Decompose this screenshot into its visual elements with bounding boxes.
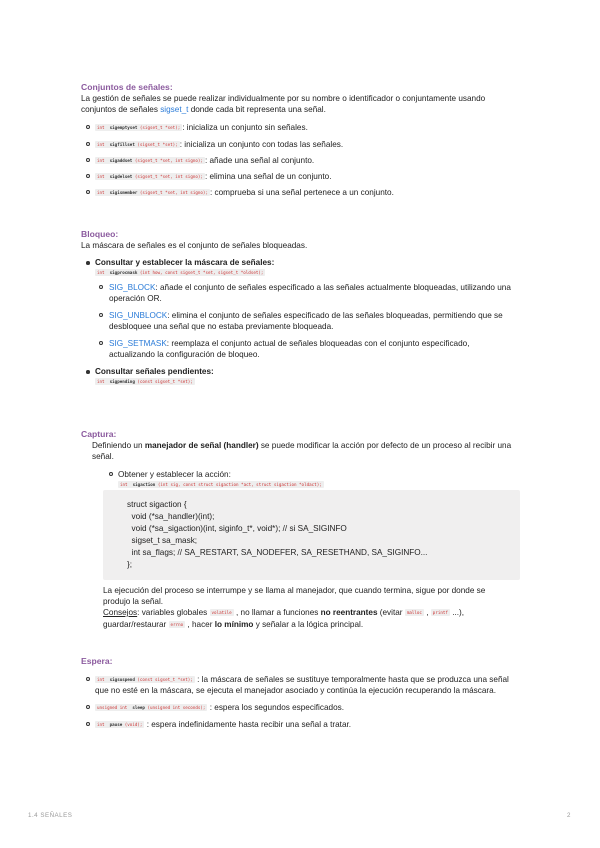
code-line: int sa_flags; // SA_RESTART, SA_NODEFER, SA_RESETHAND, SA_SIGINFO...: [127, 548, 428, 557]
code-snippet: malloc: [406, 610, 422, 616]
sec4-item3: int pause (void); : espera indefinidamente hasta recibir una señal a tratar.: [97, 720, 352, 729]
sec3-after-line2: produjo la señal.: [103, 597, 164, 606]
section-title-conjuntos: Conjuntos de señales:: [81, 82, 173, 92]
bullet-icon: [86, 158, 90, 162]
sub-item-sig-block-cont: operación OR.: [109, 294, 162, 303]
code-line: void (*sa_sigaction)(int, siginfo_t*, void*); // si SA_SIGINFO: [127, 524, 347, 533]
bullet-icon: [86, 190, 90, 194]
code-line: struct sigaction {: [127, 500, 187, 509]
section-title-espera: Espera:: [81, 656, 113, 666]
code-snippet: int sigfillset (sigset_t *set);: [97, 142, 178, 148]
sec1-intro-line1: La gestión de señales se puede realizar individualmente por su nombre o identificador o conjuntamente usando: [81, 94, 486, 103]
sec4-item1-cont: que no esté en la máscara, se ejecuta el manejador asociado y continúa la ejecución recuperando la máscara.: [95, 686, 496, 695]
bullet-icon: [86, 677, 90, 681]
list-item: int sigemptyset (sigset_t *set); : inicializa un conjunto sin señales.: [97, 123, 308, 132]
sec2-item1-title: Consultar y establecer la máscara de señales:: [95, 258, 275, 267]
code-line: };: [127, 560, 133, 569]
code-snippet: int sigdelset (sigset_t *set, int signo);: [97, 174, 203, 180]
bullet-icon: [99, 341, 103, 345]
code-snippet: int sigemptyset (sigset_t *set);: [97, 125, 181, 131]
tips-label: Consejos: [103, 608, 138, 617]
bullet-icon: [99, 313, 103, 317]
list-item: int sigdelset (sigset_t *set, int signo); : elimina una señal de un conjunto.: [97, 172, 332, 181]
bullet-icon: [99, 285, 103, 289]
code-block: [103, 490, 520, 580]
list-item: int sigaddset (sigset_t *set, int signo); : añade una señal al conjunto.: [97, 156, 315, 165]
bullet-icon: [86, 705, 90, 709]
code-snippet: int pause (void);: [97, 722, 143, 728]
sub-item-sig-block: SIG_BLOCK: añade el conjunto de señales especificado a las señales actualmente bloqueadas, utilizando una: [109, 283, 511, 292]
sec1-intro-line2: [81, 104, 326, 115]
sec2-item2-title: Consultar señales pendientes:: [95, 367, 214, 376]
code-snippet: volatile: [211, 610, 232, 616]
code-line: sigset_t sa_mask;: [127, 536, 198, 545]
sec4-item2: unsigned int sleep (unsigned int seconds); : espera los segundos especificados.: [97, 703, 344, 712]
list-item: int sigfillset (sigset_t *set); : inicializa un conjunto con todas las señales.: [97, 140, 344, 149]
sec4-item1: int sigsuspend (const sigset_t *set); : la máscara de señales se sustituye temporalmente hasta que se produzca una señal: [97, 675, 509, 684]
footer-section-label: 1.4 SEÑALES: [28, 812, 73, 819]
sub-item-sig-setmask: SIG_SETMASK: reemplaza el conjunto actual de señales bloqueadas con el conjunto especificado,: [109, 339, 470, 348]
bullet-icon: [86, 261, 90, 265]
sec3-intro-line2: señal.: [92, 452, 114, 461]
code-snippet: int sigpending (const sigset_t *set);: [97, 379, 193, 385]
code-line: void (*sa_handler)(int);: [127, 512, 215, 521]
sec1-intro-text-end: donde cada bit representa una señal.: [188, 105, 326, 114]
code-snippet: int sigsuspend (const sigset_t *set);: [97, 677, 193, 683]
sec3-tips-line1: Consejos: variables globales volatile , no llamar a funciones no reentrantes (evitar malloc , printf ...),: [103, 608, 465, 617]
sec2-item1-code: [95, 267, 265, 278]
sec3-tips-line2: guardar/restaurar errno , hacer lo mínimo y señalar a la lógica principal.: [103, 620, 364, 629]
bullet-icon: [86, 370, 90, 374]
list-item: int sigismember (sigset_t *set, int signo); : comprueba si una señal pertenece a un conjunto.: [97, 188, 394, 197]
sec3-intro-line1: Definiendo un manejador de señal (handler) se puede modificar la acción por defecto de un proceso al recibir una: [92, 441, 512, 450]
code-snippet: errno: [170, 622, 184, 628]
sub-item-sig-unblock-cont: desbloquee una señal que no estaba previamente bloqueada.: [109, 322, 334, 331]
sec2-item2-code: [95, 376, 195, 387]
sigset-link[interactable]: sigset_t: [160, 105, 189, 114]
bullet-icon: [109, 472, 113, 476]
page-number: 2: [567, 812, 571, 819]
sub-item-sig-unblock: SIG_UNBLOCK: elimina el conjunto de señales especificado de las señales bloqueadas, permitiendo que se: [109, 311, 503, 320]
code-snippet: int sigaction (int sig, const struct sigaction *act, struct sigaction *oldact);: [120, 482, 322, 488]
sec1-intro-text: conjuntos de señales: [81, 105, 161, 114]
section-title-captura: Captura:: [81, 429, 117, 439]
bullet-icon: [86, 722, 90, 726]
section-title-bloqueo: Bloqueo:: [81, 229, 119, 239]
code-snippet: int sigismember (sigset_t *set, int signo);: [97, 190, 208, 196]
sec3-item-code: [118, 479, 324, 490]
code-snippet: int sigaddset (sigset_t *set, int signo);: [97, 158, 203, 164]
sec2-intro: La máscara de señales es el conjunto de señales bloqueadas.: [81, 241, 308, 250]
sec3-item-title: Obtener y establecer la acción:: [118, 470, 231, 479]
bullet-icon: [86, 125, 90, 129]
code-snippet: int sigprocmask (int how, const sigset_t *set, sigset_t *oldset);: [97, 270, 264, 276]
sec3-after-line1: La ejecución del proceso se interrumpe y se llama al manejador, que cuando termina, sigue por donde se: [103, 586, 486, 595]
sub-item-sig-setmask-cont: actualizando la configuración de bloqueo.: [109, 350, 260, 359]
bullet-icon: [86, 174, 90, 178]
code-snippet: printf: [432, 610, 448, 616]
code-snippet: unsigned int sleep (unsigned int seconds);: [97, 705, 206, 711]
bullet-icon: [86, 142, 90, 146]
